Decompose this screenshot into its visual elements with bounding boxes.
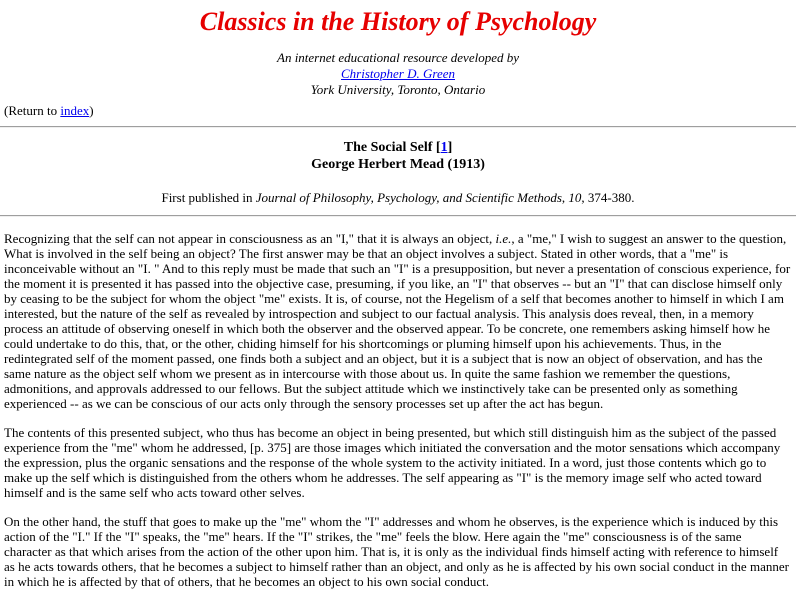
article-title-bracket: ] — [447, 140, 453, 155]
site-title: Classics in the History of Psychology — [199, 7, 597, 36]
paragraph-1-italic: i.e. — [495, 231, 512, 246]
paragraph-1-part-1: Recognizing that the self can not appear in consciousness as an "I," that it is always an object, — [4, 231, 496, 246]
return-prefix: (Return to — [4, 103, 61, 118]
paragraph-2: The contents of this presented subject, who thus has become an object in being presented, but which still distinguish him as the subject of the passed experience from the "me" whom he addressed, [p. 375] are those images which initiated the conversation and the motor sensations which accompany the expression, plus the organic sensations and the response of the whole system to the activity initiated. In a word, just those contents which go to make up the self which is distinguished from the others whom he addresses. The self appearing as "I" is the memory image self who acted toward himself and is the same self who acts toward other selves. — [4, 425, 781, 500]
citation-separator: , — [561, 190, 569, 205]
site-subtitle: An internet educational resource developed by — [277, 50, 519, 65]
footnote-link[interactable]: 1 — [440, 140, 448, 155]
paragraph-1-part-2: , a "me," I wish to suggest an answer to the question, What is involved in the self being an object? The first answer may be that an object involves a subject. Stated in other words, that a "me" is inconceivable without an "I. " And to this reply must be made that such an "I" is a presupposition, but never a presentation of conscious experience, for the moment it is presented it has passed into the objective case, presuming, if you like, an "I" that observes -- but an "I" that can disclose himself only by ceasing to be the subject for whom the object "me" exists. It is, of course, not the Hegelism of a self that becomes another to himself in which I am interested, but the nature of the self as revealed by introspection and subject to our factual analysis. This analysis does reveal, then, in a memory process an attitude of observing oneself in which both the observer and the observed appear. To be concrete, one remembers asking himself how he could undertake to do this, that, or the other, chiding himself for his shortcomings or pluming himself upon his achievements. Thus, in the redintegrated self of the moment passed, one finds both a subject and an object, but it is a subject that is now an object of observation, and has the same nature as the object self whom we present as in intercourse with those about us. In quite the same fashion we remember the questions, admonitions, and approvals addressed to our fellows. But the subject attitude which we instinctively take can be presented only as something experienced -- as we can be conscious of our acts only through the sensory processes set up after the act has begun. — [4, 231, 791, 411]
author-link[interactable]: Christopher D. Green — [341, 66, 455, 81]
citation — [4, 190, 792, 206]
article-title-text: The Social Self [ — [343, 140, 441, 155]
citation-journal: Journal of Philosophy, Psychology, and Scientific Methods — [255, 190, 562, 205]
page — [0, 7, 796, 589]
citation-volume: 10 — [568, 190, 582, 205]
top-divider — [0, 126, 796, 128]
article-author: George Herbert Mead (1913) — [311, 157, 485, 172]
author-line — [4, 66, 792, 82]
index-link[interactable]: index — [60, 103, 90, 118]
citation-pages: , 374-380. — [581, 190, 635, 205]
citation-prefix: First published in — [161, 190, 256, 205]
affiliation: York University, Toronto, Ontario — [310, 82, 486, 97]
paragraph-1 — [4, 231, 792, 411]
paragraph-3: On the other hand, the stuff that goes to make up the "me" whom the "I" addresses and whom he observes, is the experience which is induced by this action of the "I." If the "I" speaks, the "me" hears. If the "I" strikes, the "me" feels the blow. Here again the "me" consciousness is of the same character as that which arises from the action of the other upon him. That is, it is only as the individual finds himself acting with reference to himself as he acts towards others, that he becomes a subject to himself rather than an object, and only as he is affected by his own social conduct in the manner in which he is affected by that of others, that he becomes an object to his own social conduct. — [4, 514, 789, 589]
return-line — [4, 103, 792, 119]
article-title — [4, 139, 792, 156]
return-suffix: ) — [89, 103, 94, 118]
bottom-divider — [0, 215, 796, 217]
